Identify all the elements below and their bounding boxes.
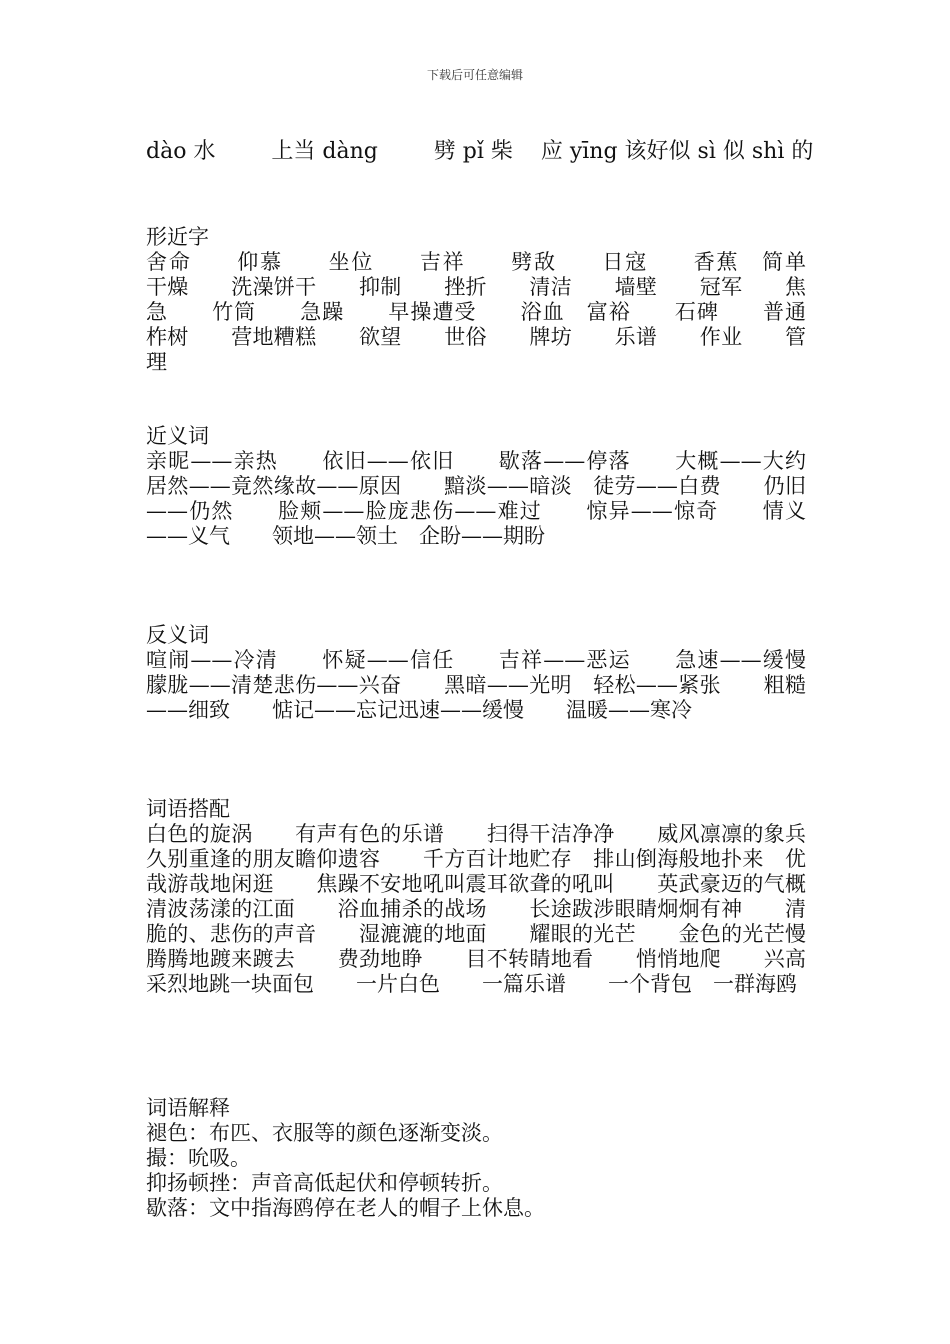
section-heading: 近义词: [146, 424, 209, 448]
section-heading: 形近字: [146, 225, 209, 249]
explanation-line: 褪色：布匹、衣服等的颜色逐渐变淡。: [146, 1121, 503, 1145]
section-heading: 词语解释: [146, 1096, 230, 1120]
section-heading: 反义词: [146, 623, 209, 647]
explanation-line: 歇落：文中指海鸥停在老人的帽子上休息。: [146, 1196, 545, 1220]
explanation-line: 撮：吮吸。: [146, 1146, 251, 1170]
section-body: 白色的旋涡 有声有色的乐谱 扫得干洁净净 威风凛凛的象兵 久别重逢的朋友瞻仰遗容 千方百计地贮存 排山倒海般地扑来 优哉游哉地闲逛 焦躁不安地吼叫震耳欲聋的吼叫 英武豪迈的气概 清波荡漾的江面 浴血捕杀的战场 长途跋涉眼睛炯炯有神 清脆的、悲伤的声音 湿漉漉的地面 耀眼的光芒 金色的光芒慢腾腾地踱来踱去 费劲地睁 目不转睛地看 悄悄地爬 兴高采烈地跳一块面包 一片白色 一篇乐谱 一个背包 一群海鸥: [146, 822, 848, 996]
section-body: 喧闹——冷清 怀疑——信任 吉祥——恶运 急速——缓慢 朦胧——清楚悲伤——兴奋 黑暗——光明 轻松——紧张 粗糙——细致 惦记——忘记迅速——缓慢 温暖——寒冷: [146, 648, 848, 722]
explanation-line: 抑扬顿挫：声音高低起伏和停顿转折。: [146, 1171, 503, 1195]
page-header: 下载后可任意编辑: [426, 68, 523, 82]
section-word-explanations: [146, 1096, 806, 1221]
pinyin-line: dào 水 上当 dàng 劈 pǐ 柴 应 yīng 该好似 sì 似 shì 的: [146, 139, 814, 164]
section-body: 舍命 仰慕 坐位 吉祥 劈敌 日寇 香蕉 简单 干燥 洗澡饼干 抑制 挫折 清洁 墙壁 冠军 焦急 竹筒 急躁 早操遭受 浴血 富裕 石碑 普通 柞树 营地糟糕 欲望 世俗 牌坊 乐谱 作业 管理: [146, 250, 848, 374]
section-similar-characters: [146, 225, 848, 375]
section-collocations: [146, 797, 848, 997]
section-body: 亲昵——亲热 依旧——依旧 歇落——停落 大概——大约 居然——竟然缘故——原因 黯淡——暗淡 徒劳——白费 仍旧——仍然 脸颊——脸庞悲伤——难过 惊异——惊奇 情义——义气 领地——领土 企盼——期盼: [146, 449, 848, 548]
section-antonyms: [146, 623, 848, 723]
section-synonyms: [146, 424, 848, 549]
section-heading: 词语搭配: [146, 797, 230, 821]
